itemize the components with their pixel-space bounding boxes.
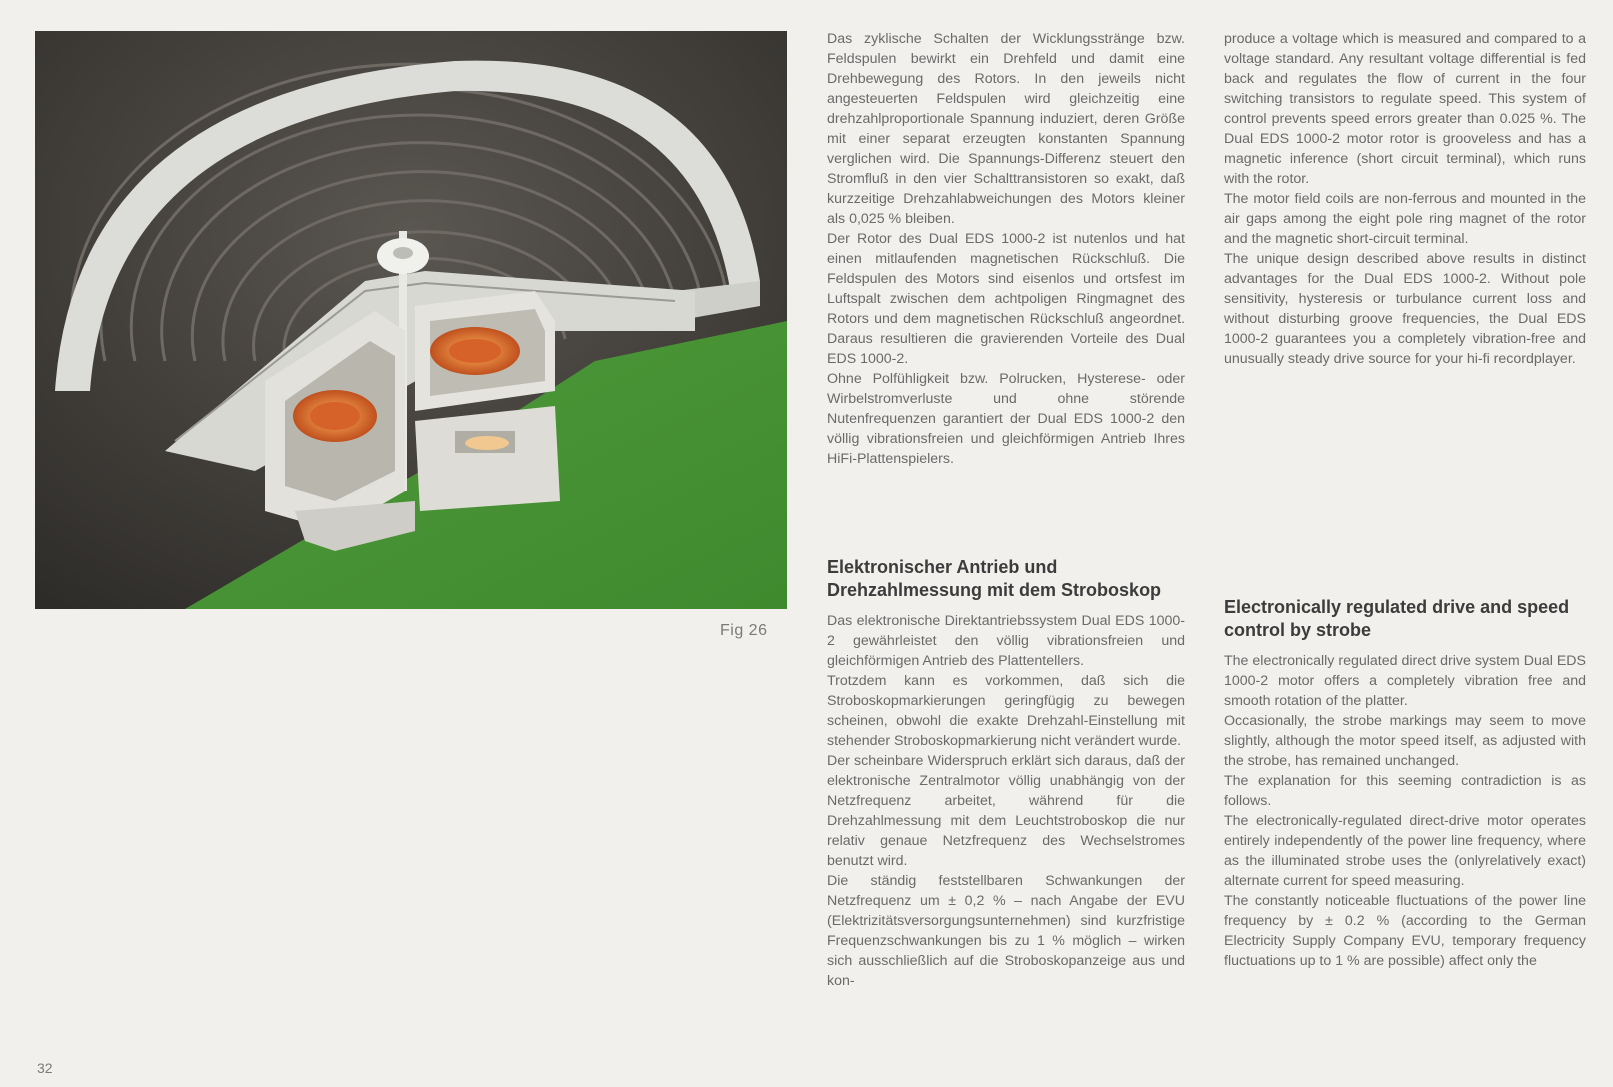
motor-cutaway-illustration xyxy=(35,31,787,609)
paragraph: Der Rotor des Dual EDS 1000-2 ist nutenlos und hat einen mitlaufenden magnetischen Rückschluß. Die Feldspulen des Motors sind eisenlos und ortsfest im Luftspalt zwischen dem achtpoligen Ringmagnet des Rotors und dem magnetischen Rückschluß angeordnet. Daraus resultieren die gravierenden Vorteile des Dual EDS 1000-2. xyxy=(827,231,1185,367)
paragraph: Die ständig feststellbaren Schwankungen der Netzfrequenz um ± 0,2 % – nach Angabe der EVU (Elektrizitätsversorgungsunternehmen) sind kurzfristige Frequenzschwankungen bis zu 1 % möglich – wirken sich ausschließlich auf die Stroboskopanzeige aus und kon- xyxy=(827,873,1185,989)
paragraph: Trotzdem kann es vorkommen, daß sich die Stroboskopmarkierungen geringfügig zu bewegen scheinen, obwohl die exakte Drehzahl-Einstellung mit stehender Stroboskopmarkierung nicht verändert wurde. xyxy=(827,673,1185,749)
english-section-heading: Electronically regulated drive and speed control by strobe xyxy=(1224,597,1570,640)
paragraph: Ohne Polfühligkeit bzw. Polrucken, Hysterese- oder Wirbelstromverluste und ohne störende Nutenfrequenzen garantiert der Dual EDS 1000-2 den völlig vibrationsfreien und gleichförmigen Antrieb Ihres HiFi-Plattenspielers. xyxy=(827,371,1185,467)
paragraph: The constantly noticeable fluctuations of the power line frequency by ± 0.2 % (according to the German Electricity Supply Company EVU, temporary frequency fluctuations up to 1 % are possible) affect only the xyxy=(1224,893,1586,969)
german-intro-text xyxy=(827,29,1185,469)
german-section-text xyxy=(827,611,1185,991)
paragraph: Das elektronische Direktantriebssystem Dual EDS 1000-2 gewährleistet den völlig vibrationsfreien und gleichförmigen Antrieb des Plattentellers. xyxy=(827,613,1185,669)
english-section-text xyxy=(1224,651,1586,971)
paragraph: Der scheinbare Widerspruch erklärt sich daraus, daß der elektronische Zentralmotor völlig unabhängig von der Netzfrequenz arbeitet, während für die Drehzahlmessung mit dem Leuchtstroboskop die nur relativ genaue Netzfrequenz des Wechselstromes benutzt wird. xyxy=(827,753,1185,869)
paragraph: produce a voltage which is measured and compared to a voltage standard. Any resultant voltage differential is fed back and regulates the flow of current in the four switching transistors to regulate speed. This system of control prevents speed errors greater than 0.025 %. The Dual EDS 1000-2 motor rotor is grooveless and has a magnetic inference (short circuit terminal), which runs with the rotor. xyxy=(1224,31,1586,187)
paragraph: The motor field coils are non-ferrous and mounted in the air gaps among the eight pole ring magnet of the rotor and the magnetic short-circuit terminal. xyxy=(1224,191,1586,247)
paragraph: The explanation for this seeming contradiction is as follows. xyxy=(1224,773,1586,809)
german-section-heading: Elektronischer Antrieb und Drehzahlmessung mit dem Stroboskop xyxy=(827,557,1162,600)
paragraph: Occasionally, the strobe markings may seem to move slightly, although the motor speed itself, as adjusted with the strobe, has remained unchanged. xyxy=(1224,713,1586,769)
page-number: 32 xyxy=(37,1060,53,1076)
figure-caption: Fig 26 xyxy=(720,622,768,639)
paragraph: The unique design described above results in distinct advantages for the Dual EDS 1000-2. Without pole sensitivity, hysteresis or turbulance current loss and without disturbing groove frequencies, the Dual EDS 1000-2 guarantees you a completely vibration-free and unusually steady drive source for your hi-fi recordplayer. xyxy=(1224,251,1586,367)
english-intro-text xyxy=(1224,29,1586,369)
paragraph: Das zyklische Schalten der Wicklungsstränge bzw. Feldspulen bewirkt ein Drehfeld und damit eine Drehbewegung des Rotors. In den jeweils nicht angesteuerten Feldspulen wird gleichzeitig eine drehzahlproportionale Spannung induziert, deren Größe mit einer separat erzeugten konstanten Spannung verglichen wird. Die Spannungs-Differenz steuert den Stromfluß in den vier Schalttransistoren so exakt, daß kurzzeitige Drehzahlabweichungen des Motors kleiner als 0,025 % bleiben. xyxy=(827,31,1185,227)
paragraph: The electronically regulated direct drive system Dual EDS 1000-2 motor offers a completely vibration free and smooth rotation of the platter. xyxy=(1224,653,1586,709)
motor-cutaway-photo xyxy=(35,31,787,609)
paragraph: The electronically-regulated direct-drive motor operates entirely independently of the power line frequency, where as the illuminated strobe uses the (onlyrelatively exact) alternate current for speed measuring. xyxy=(1224,813,1586,889)
